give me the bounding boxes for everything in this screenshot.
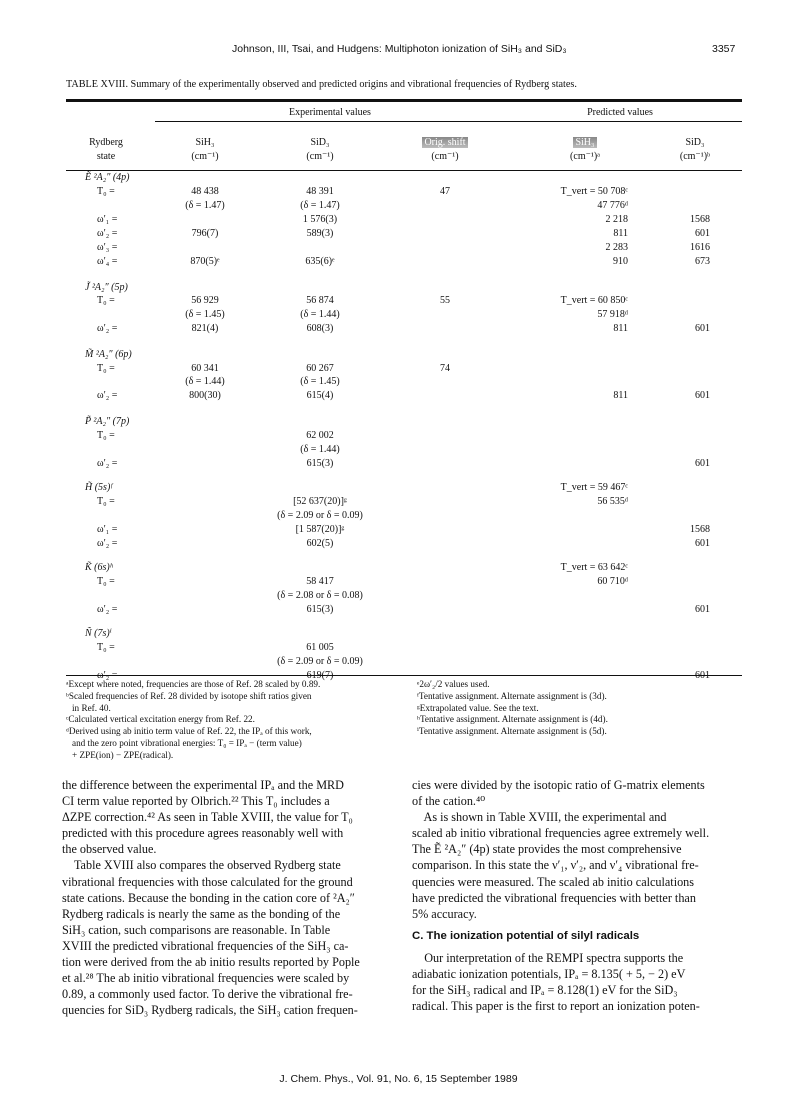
row-label: ω′₂ = [97, 458, 118, 469]
cell-orig-shift: 47 [440, 186, 450, 197]
footnote-d-cont2: + ZPE(ion) − ZPE(radical). [72, 749, 174, 760]
footnote-d-cont: and the zero point vibrational energies: T₀ = IPₐ − (term value) [72, 737, 302, 748]
cell-exp-sid3: 48 391 [306, 186, 334, 197]
cell-pred-sid3: 601 [695, 228, 710, 239]
cell-pred-sid3: 673 [695, 256, 710, 267]
footnote-i: ⁱTentative assignment. Alternate assignment is (5d). [417, 726, 607, 737]
cell-exp-sid3: 589(3) [306, 228, 334, 239]
row-label: M̃ ²A₂″ (6p) [85, 349, 132, 360]
row-label: T₀ = [97, 430, 115, 441]
page-number: 3357 [712, 43, 736, 55]
footnote-d: ᵈDerived using ab initio term value of Ref. 22, the IPₐ of this work, [66, 726, 312, 737]
row-label: T₀ = [97, 496, 115, 507]
group-header-experimental: Experimental values [289, 107, 371, 118]
group-header-predicted: Predicted values [587, 107, 653, 118]
col-header-pred-sih3: SiH₃ (cm⁻¹)ᵃ [570, 137, 600, 162]
cell-exp-sih3: 870(5)ᵉ [190, 256, 220, 267]
cell-pred-sih3: T_vert = 50 708ᶜ [560, 186, 628, 197]
row-label: ω′₄ = [97, 256, 118, 267]
footnotes-left [66, 679, 406, 762]
body-column-left: the difference between the experimental IPₐ and the MRD CI term value reported by Olbrich.²² This T₀ includes a ΔZPE correction.⁴² As seen in Table XVIII, the value for T₀ predicted with this procedure agrees reasonably well with the observed value. Table XVIII also compares the observed Rydberg state vibrational frequencies with those calculated for the ground state cations. Because the bonding in the cation core of ²A₂″ Rydberg radicals is nearly the same as the bonding of the SiH₃ cation, such comparisons are reasonable. In Table XVIII the predicted vibrational frequencies of the SiH₃ ca- tion were derived from the ab initio results reported by Pople et al.²⁸ The ab initio vibrational frequencies were scaled by 0.89, a commonly used factor. To derive the vibrational fre- quencies for SiD₃ Rydberg radicals, the SiH₃ cation frequen- [62, 778, 360, 1018]
cell-pred-sih3: 811 [613, 323, 628, 334]
cell-pred-sih3: T_vert = 63 642ᶜ [560, 562, 628, 573]
cell-pred-sid3: 1568 [690, 524, 710, 535]
row-label: T₀ = [97, 363, 115, 374]
row-label: T₀ = [97, 295, 115, 306]
row-label: T₀ = [97, 642, 115, 653]
cell-exp-sih3: 56 929 [191, 295, 219, 306]
cell-exp-sid3: 619(7) [306, 670, 334, 681]
journal-footer: J. Chem. Phys., Vol. 91, No. 6, 15 September 1989 [279, 1073, 518, 1085]
cell-pred-sih3: 811 [613, 228, 628, 239]
cell-exp-sid3: (δ = 2.09 or δ = 0.09) [277, 510, 363, 521]
row-label: ω′₁ = [97, 214, 118, 225]
cell-orig-shift: 74 [440, 363, 450, 374]
cell-exp-sih3: 821(4) [191, 323, 219, 334]
cell-exp-sih3: 48 438 [191, 186, 219, 197]
cell-pred-sih3: 2 218 [605, 214, 628, 225]
cell-exp-sid3: 615(3) [306, 458, 334, 469]
cell-exp-sid3: 608(3) [306, 323, 334, 334]
footnote-b: ᵇScaled frequencies of Ref. 28 divided by isotope shift ratios given [66, 690, 312, 701]
cell-exp-sih3: 800(30) [189, 390, 221, 401]
cell-pred-sid3: 601 [695, 458, 710, 469]
row-label: J̃ ²A₂″ (5p) [85, 282, 128, 293]
cell-exp-sid3: 58 417 [306, 576, 334, 587]
cell-pred-sih3: 56 535ᵈ [597, 496, 628, 507]
row-label: ω′₂ = [97, 604, 118, 615]
cell-exp-sid3: 61 005 [306, 642, 334, 653]
row-label: ω′₂ = [97, 670, 118, 681]
cell-exp-sid3: 60 267 [306, 363, 334, 374]
cell-exp-sih3: 796(7) [191, 228, 219, 239]
cell-pred-sih3: 47 776ᵈ [597, 200, 628, 211]
col-header-exp-sid3: SiD₃ (cm⁻¹) [306, 137, 334, 162]
cell-exp-sid3: [52 637(20)]ᵍ [293, 496, 347, 507]
cell-pred-sih3: 811 [613, 390, 628, 401]
row-label: ω′₂ = [97, 228, 118, 239]
row-label: H̃ (5s)ᶠ [85, 482, 113, 493]
row-label: Ẽ ²A₂″ (4p) [85, 172, 130, 183]
cell-exp-sid3: (δ = 1.45) [300, 376, 340, 387]
body-column-right: cies were divided by the isotopic ratio of G-matrix elements of the cation.⁴⁰ As is shown in Table XVIII, the experimental and scaled ab initio vibrational frequencies agree extremely well. The Ẽ ²A₂″ (4p) state provides the most comprehensive comparison. In this state the ν′₁, ν′₂, and ν′₄ vibrational fre- quencies were measured. The scaled ab initio calculations have predicted the vibrational frequencies with better than 5% accuracy. C. The ionization potential of silyl radicals Our interpretation of the REMPI spectra supports the adiabatic ionization potentials, IPₐ = 8.135( + 5, − 2) eV for the SiH₃ radical and IPₐ = 8.128(1) eV for the SiD₃ radical. This paper is the first to report an ionization poten- [412, 777, 748, 1014]
running-head: Johnson, III, Tsai, and Hudgens: Multiphoton ionization of SiH₃ and SiD₃ [232, 43, 567, 55]
row-label: ω′₂ = [97, 323, 118, 334]
col-header-exp-sih3: SiH₃ (cm⁻¹) [191, 137, 219, 162]
cell-pred-sid3: 601 [695, 390, 710, 401]
footnote-c: ᶜCalculated vertical excitation energy from Ref. 22. [66, 714, 255, 725]
footnote-b-cont: in Ref. 40. [72, 702, 111, 713]
cell-pred-sih3: 60 710ᵈ [597, 576, 628, 587]
row-label: ω′₂ = [97, 390, 118, 401]
cell-exp-sid3: (δ = 1.44) [300, 444, 340, 455]
footnote-g: ᵍExtrapolated value. See the text. [417, 702, 539, 713]
cell-exp-sid3: 615(3) [306, 604, 334, 615]
cell-pred-sih3: 910 [613, 256, 628, 267]
col-header-pred-sid3: SiD₃ (cm⁻¹)ᵇ [679, 137, 711, 162]
cell-exp-sih3: (δ = 1.45) [185, 309, 225, 320]
cell-pred-sih3: 2 283 [605, 242, 628, 253]
table-caption: TABLE XVIII. Summary of the experimentally observed and predicted origins and vibrational frequencies of Rydberg states. [66, 79, 577, 90]
cell-exp-sid3: 1 576(3) [302, 214, 338, 225]
row-label: ω′₂ = [97, 538, 118, 549]
cell-exp-sid3: 602(5) [306, 538, 334, 549]
cell-exp-sih3: (δ = 1.47) [185, 200, 225, 211]
col-header-rydberg-state: Rydberg state [89, 137, 123, 162]
cell-exp-sid3: 615(4) [306, 390, 334, 401]
row-label: K̃ (6s)ʰ [85, 562, 113, 573]
cell-pred-sih3: T_vert = 60 850ᶜ [560, 295, 628, 306]
cell-exp-sid3: (δ = 2.08 or δ = 0.08) [277, 590, 363, 601]
cell-exp-sid3: (δ = 1.47) [300, 200, 340, 211]
table-top-rule-2 [66, 101, 742, 102]
footnotes-right [417, 679, 737, 738]
experimental-group-rule [155, 121, 523, 122]
cell-exp-sid3: [1 587(20)]ᵍ [295, 524, 345, 535]
cell-pred-sid3: 1616 [690, 242, 710, 253]
cell-exp-sid3: (δ = 1.44) [300, 309, 340, 320]
cell-pred-sid3: 601 [695, 670, 710, 681]
col-header-orig-shift: Orig. shift (cm⁻¹) [424, 137, 466, 162]
section-heading: C. The ionization potential of silyl radicals [412, 929, 640, 942]
cell-exp-sih3: (δ = 1.44) [185, 376, 225, 387]
cell-exp-sid3: 56 874 [306, 295, 334, 306]
row-label: Ñ (7s)ⁱ [85, 628, 112, 639]
row-label: T₀ = [97, 576, 115, 587]
row-label: ω′₃ = [97, 242, 118, 253]
row-label: ω′₁ = [97, 524, 118, 535]
predicted-group-rule [505, 121, 742, 122]
cell-pred-sid3: 601 [695, 604, 710, 615]
cell-pred-sid3: 601 [695, 323, 710, 334]
footnote-e: ᵉ2ω′₂/2 values used. [417, 679, 490, 689]
row-label: T₀ = [97, 186, 115, 197]
cell-exp-sid3: 635(6)ᵉ [305, 256, 335, 267]
footnote-a: ᵃExcept where noted, frequencies are those of Ref. 28 scaled by 0.89. [66, 679, 321, 689]
footnote-h: ʰTentative assignment. Alternate assignment is (4d). [417, 714, 608, 725]
cell-pred-sid3: 1568 [690, 214, 710, 225]
cell-exp-sih3: 60 341 [191, 363, 219, 374]
cell-pred-sih3: 57 918ᵈ [597, 309, 628, 320]
row-label: P̃ ²A₂″ (7p) [85, 416, 130, 427]
cell-orig-shift: 55 [440, 295, 450, 306]
cell-pred-sih3: T_vert = 59 467ᶜ [560, 482, 628, 493]
cell-exp-sid3: (δ = 2.09 or δ = 0.09) [277, 656, 363, 667]
footnote-f: ᶠTentative assignment. Alternate assignment is (3d). [417, 690, 607, 701]
cell-exp-sid3: 62 002 [306, 430, 334, 441]
cell-pred-sid3: 601 [695, 538, 710, 549]
